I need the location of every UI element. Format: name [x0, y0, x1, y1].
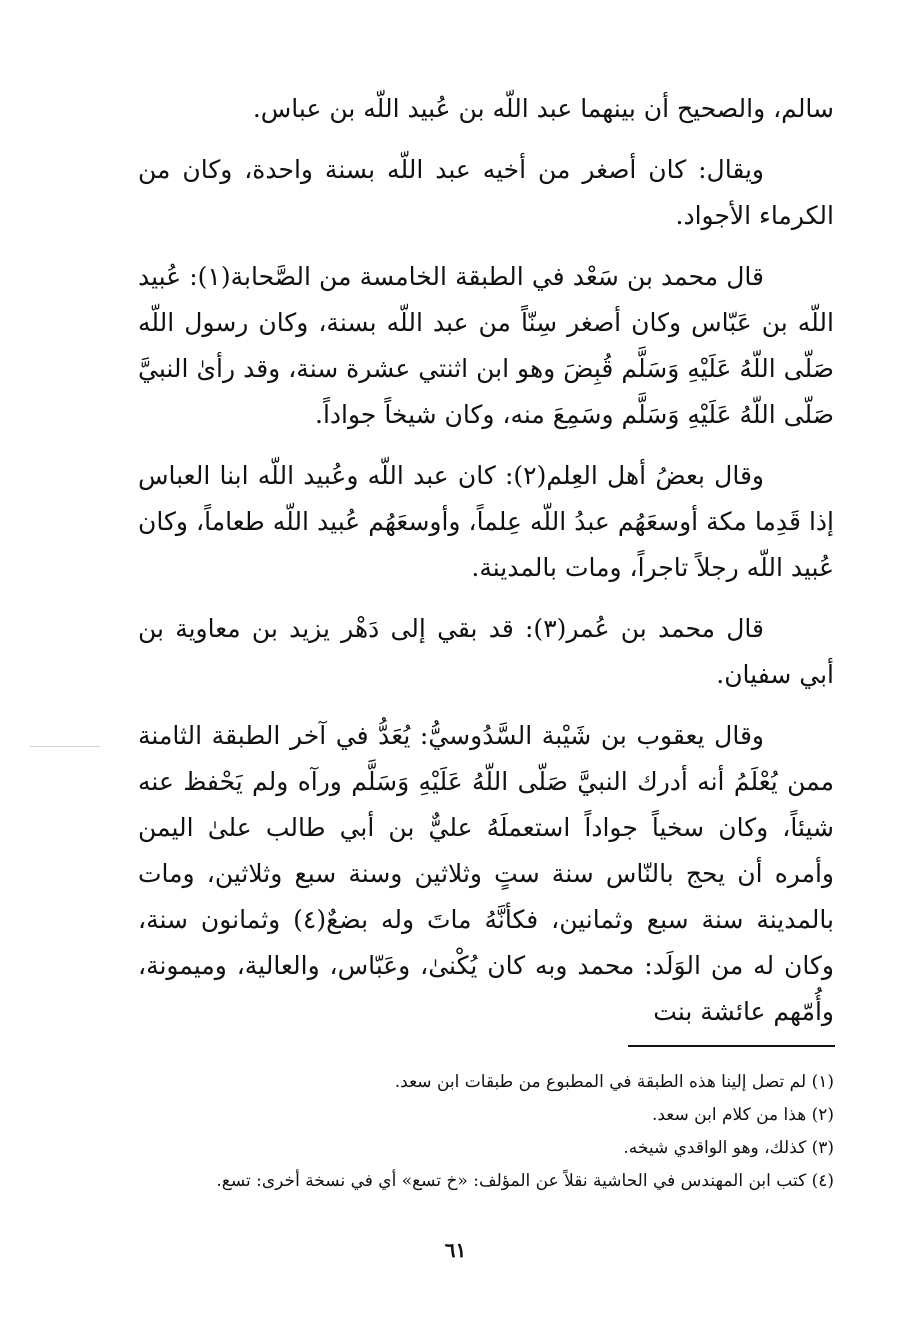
paragraph-2: ويقال: كان أصغر من أخيه عبد اللّه بسنة واحدة، وكان من الكرماء الأجواد.: [138, 155, 834, 230]
footnotes: [138, 1066, 834, 1198]
footnote-separator: [628, 1045, 835, 1047]
paragraph-6: وقال يعقوب بن شَيْبة السَّدُوسيُّ: يُعَدُّ في آخر الطبقة الثامنة ممن يُعْلَمُ أنه أدرك النبيَّ صَلّى اللّهُ عَلَيْهِ وَسَلَّم ورآه ولم يَحْفظ عنه شيئاً، وكان سخياً جواداً استعملَهُ عليٌّ بن أبي طالب علىٰ اليمن وأمره أن يحج بالنّاس سنة ستٍ وثلاثين وسنة سبع وثلاثين، ومات بالمدينة سنة سبع وثمانين، فكأنَّهُ ماتَ وله بضعٌ(٤) وثمانون سنة، وكان له من الوَلَد: محمد وبه كان يُكْنىٰ، وعَبّاس، والعالية، وميمونة، وأُمّهم عائشة بنت: [138, 721, 835, 1026]
footnote-1: (١) لم تصل إلينا هذه الطبقة في المطبوع من طبقات ابن سعد.: [394, 1072, 834, 1092]
footnote-2: (٢) هذا من كلام ابن سعد.: [651, 1105, 834, 1125]
paragraph-4: وقال بعضُ أهل العِلم(٢): كان عبد اللّه وعُبيد اللّه ابنا العباس إذا قَدِما مكة أوسعَهُم عبدُ اللّه عِلماً، وأوسعَهُم عُبيد اللّه طعاماً، وكان عُبيد اللّه رجلاً تاجراً، ومات بالمدينة.: [138, 461, 834, 582]
main-text: [138, 86, 834, 1050]
footnote-3: (٣) كذلك، وهو الواقدي شيخه.: [623, 1138, 834, 1158]
footnote-4: (٤) كتب ابن المهندس في الحاشية نقلاً عن المؤلف: «خ تسع» أي في نسخة أخرى: تسع.: [216, 1171, 834, 1191]
paragraph-1: سالم، والصحيح أن بينهما عبد اللّه بن عُبيد اللّه بن عباس.: [252, 94, 834, 123]
margin-scan-line: [30, 746, 100, 747]
paragraph-5: قال محمد بن عُمر(٣): قد بقي إلى دَهْر يزيد بن معاوية بن أبي سفيان.: [138, 614, 834, 689]
page-number: ٦١: [444, 1238, 467, 1262]
paragraph-3: قال محمد بن سَعْد في الطبقة الخامسة من الصَّحابة(١): عُبيد اللّه بن عَبّاس وكان أصغر سِنّاً من عبد اللّه بسنة، وكان رسول اللّه صَلّى اللّهُ عَلَيْهِ وَسَلَّم قُبِضَ وهو ابن اثنتي عشرة سنة، وقد رأىٰ النبيَّ صَلّى اللّهُ عَلَيْهِ وَسَلَّم وسَمِعَ منه، وكان شيخاً جواداً.: [138, 262, 834, 429]
